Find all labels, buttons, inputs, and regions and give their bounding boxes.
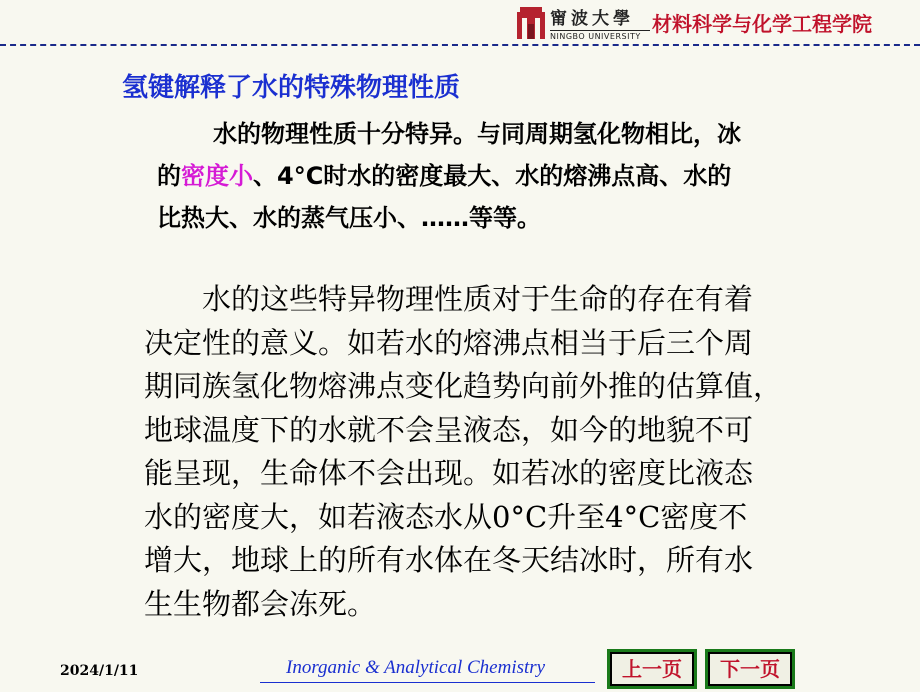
intro-line-2 [157, 155, 897, 197]
highlight-density-small: 密度小 [181, 162, 253, 190]
slide-title: 氢键解释了水的特殊物理性质 [122, 73, 461, 103]
body-paragraph [144, 278, 904, 626]
previous-page-button[interactable]: 上一页 [610, 652, 694, 686]
header-divider [0, 44, 920, 46]
intro-paragraph [157, 113, 897, 239]
logo-english-text: NINGBO UNIVERSITY [550, 30, 650, 42]
body-line: 生生物都会冻死。 [144, 586, 377, 621]
gate-emblem-icon [516, 6, 546, 40]
body-line: 增大，地球上的所有水体在冬天结冰时，所有水 [144, 543, 754, 577]
next-page-button[interactable]: 下一页 [708, 652, 792, 686]
intro-line-2-post: 、4°C时水的密度最大、水的熔沸点高、水的 [253, 162, 732, 190]
body-line: 能呈现，生命体不会出现。如若冰的密度比液态 [144, 456, 754, 490]
intro-line-3: 比热大、水的蒸气压小、……等等。 [157, 204, 541, 232]
university-logo [516, 4, 650, 44]
footer-underline [260, 682, 595, 683]
school-name: 材料科学与化学工程学院 [652, 12, 872, 36]
intro-line-2-pre: 的 [157, 162, 181, 190]
body-line: 期同族氢化物熔沸点变化趋势向前外推的估算值， [144, 369, 783, 403]
logo-chinese-text: 甯波大學 [550, 9, 634, 29]
footer-course-name: Inorganic & Analytical Chemistry [286, 657, 546, 678]
body-line: 水的密度大，如若液态水从0°C升至4°C密度不 [144, 499, 748, 534]
footer-date: 2024/1/11 [60, 663, 139, 679]
body-line: 决定性的意义。如若水的熔沸点相当于后三个周 [144, 325, 754, 360]
header-bar [0, 0, 920, 46]
intro-line-1: 水的物理性质十分特异。与同周期氢化物相比，冰 [213, 120, 741, 148]
body-line: 水的这些特异物理性质对于生命的存在有着 [144, 282, 754, 316]
body-line: 地球温度下的水就不会呈液态，如今的地貌不可 [144, 412, 754, 447]
